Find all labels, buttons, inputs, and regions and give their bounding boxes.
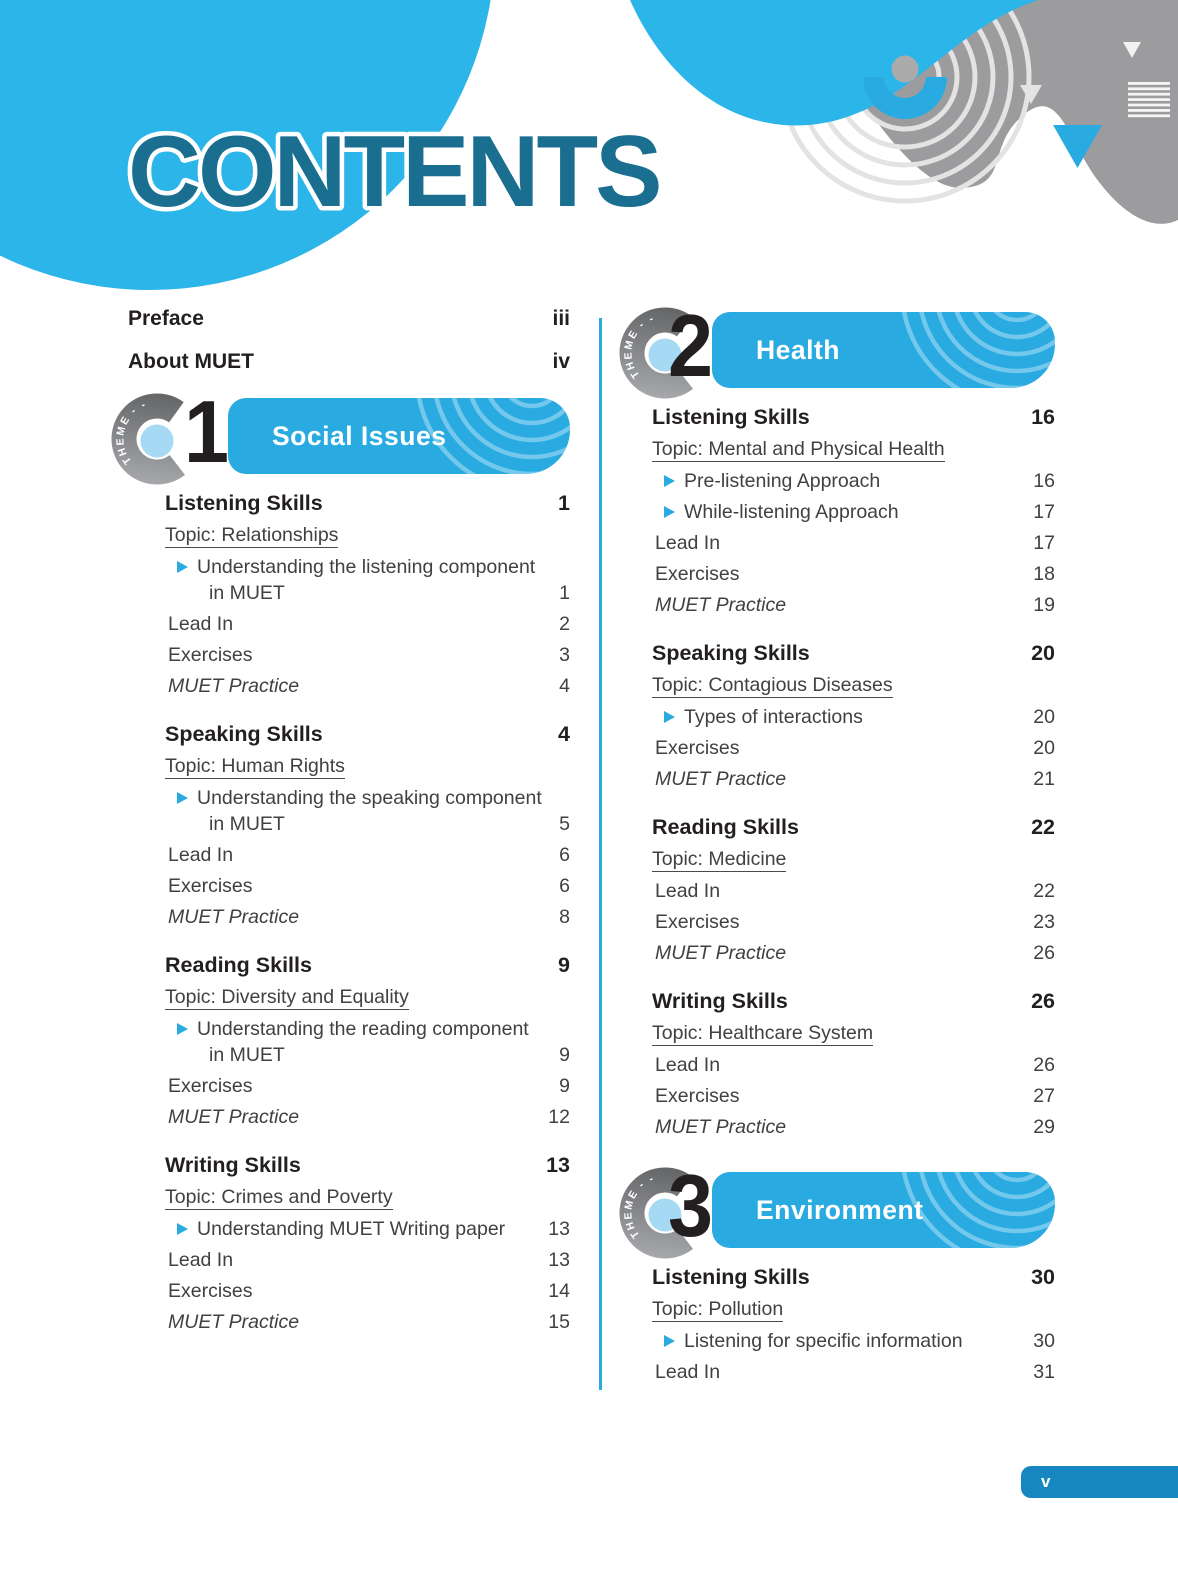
item-label: MUET Practice [168, 906, 300, 928]
toc-section [652, 986, 1055, 1140]
section-heading: Writing Skills [165, 1153, 301, 1177]
bullet-triangle-icon [177, 792, 188, 804]
toc-item [165, 1073, 570, 1099]
item-page-number: 20 [1033, 706, 1055, 728]
toc-item [652, 735, 1055, 761]
toc-section [165, 950, 570, 1130]
item-page-number: 4 [559, 675, 570, 697]
section-items [165, 554, 570, 699]
item-text [652, 940, 1025, 966]
item-label: MUET Practice [655, 942, 787, 964]
item-text [652, 1359, 1025, 1385]
toc-item [165, 1104, 570, 1130]
item-page-number: 9 [559, 1044, 570, 1066]
header-decoration [618, 0, 1178, 260]
item-text [652, 1114, 1025, 1140]
item-label: MUET Practice [168, 675, 300, 697]
item-page-number: 6 [559, 844, 570, 866]
toc-item [165, 1016, 570, 1068]
item-label: Exercises [655, 737, 740, 759]
item-text [652, 878, 1025, 904]
toc-item [652, 1114, 1055, 1140]
item-label: Lead In [168, 1249, 234, 1271]
toc-section [165, 719, 570, 930]
item-label: Exercises [655, 911, 740, 933]
item-text [165, 554, 551, 606]
banner-arcs-icon [892, 1172, 1055, 1248]
toc-item [165, 1278, 570, 1304]
topic-row [652, 845, 1055, 874]
item-text [652, 592, 1025, 618]
item-text [165, 785, 551, 837]
topic-row [165, 1183, 570, 1212]
topic-row [165, 752, 570, 781]
item-text [165, 642, 551, 668]
bullet-triangle-icon [664, 475, 675, 487]
item-text [165, 873, 551, 899]
footer-page-badge [1021, 1466, 1178, 1498]
item-text [652, 909, 1025, 935]
item-label: Lead In [655, 880, 721, 902]
item-text [165, 1247, 540, 1273]
section-heading-row [652, 1262, 1055, 1292]
toc-item [165, 642, 570, 668]
item-page-number: 2 [559, 613, 570, 635]
bullet-triangle-icon [177, 1023, 188, 1035]
item-label-line2: in MUET [209, 1044, 285, 1066]
theme-header [114, 382, 570, 482]
toc-item [652, 909, 1055, 935]
theme-banner [712, 312, 1055, 388]
toc-item [652, 1359, 1055, 1385]
item-page-number: 12 [548, 1106, 570, 1128]
item-text [652, 530, 1025, 556]
item-text [652, 766, 1025, 792]
theme-number: 1 [184, 382, 227, 481]
toc-section [652, 1262, 1055, 1385]
item-label-line2: in MUET [209, 582, 285, 604]
toc-item [165, 554, 570, 606]
section-items [652, 878, 1055, 966]
section-items [652, 1328, 1055, 1385]
section-page-number: 30 [1031, 1265, 1055, 1289]
section-heading: Speaking Skills [652, 641, 810, 665]
item-label: Lead In [168, 613, 234, 635]
topic-label: Topic: Diversity and Equality [165, 986, 409, 1008]
item-page-number: 20 [1033, 737, 1055, 759]
item-text [165, 904, 551, 930]
item-page-number: 15 [548, 1311, 570, 1333]
item-label: Exercises [655, 1085, 740, 1107]
item-text [165, 1073, 551, 1099]
item-label: Understanding the speaking component [197, 787, 542, 809]
section-page-number: 4 [558, 722, 570, 746]
section-heading: Listening Skills [165, 491, 323, 515]
topic-row [652, 671, 1055, 700]
theme-title: Social Issues [272, 421, 447, 451]
toc-item [652, 561, 1055, 587]
bullet-triangle-icon [177, 1223, 188, 1235]
entry-label: Preface [128, 307, 204, 330]
item-page-number: 27 [1033, 1085, 1055, 1107]
topic-label: Topic: Medicine [652, 848, 787, 870]
section-heading: Reading Skills [652, 815, 799, 839]
section-heading-row [165, 1150, 570, 1180]
item-page-number: 30 [1033, 1330, 1055, 1352]
item-label: MUET Practice [168, 1311, 300, 1333]
toc-entry-preface [128, 306, 570, 332]
section-items [165, 785, 570, 930]
item-label: MUET Practice [655, 768, 787, 790]
item-page-number: 5 [559, 813, 570, 835]
item-page-number: 6 [559, 875, 570, 897]
item-page-number: 3 [559, 644, 570, 666]
item-label: Exercises [168, 1075, 253, 1097]
toc-item [165, 1309, 570, 1335]
item-text [165, 1278, 540, 1304]
item-text [652, 561, 1025, 587]
section-page-number: 16 [1031, 405, 1055, 429]
theme-sections [128, 488, 570, 1335]
section-heading-row [652, 638, 1055, 668]
item-label: Understanding the reading component [197, 1018, 529, 1040]
topic-row [652, 1295, 1055, 1324]
section-heading: Listening Skills [652, 405, 810, 429]
item-page-number: 26 [1033, 942, 1055, 964]
theme-banner [228, 398, 570, 474]
item-label: Lead In [655, 1361, 721, 1383]
section-heading-row [652, 812, 1055, 842]
toc-item [652, 530, 1055, 556]
toc-section [652, 638, 1055, 792]
theme-number: 2 [668, 296, 711, 395]
item-text [165, 611, 551, 637]
toc-item [652, 1328, 1055, 1354]
toc-item [652, 766, 1055, 792]
item-page-number: 29 [1033, 1116, 1055, 1138]
toc-item [165, 673, 570, 699]
item-label: Exercises [168, 875, 253, 897]
item-text [652, 704, 1025, 730]
topic-label: Topic: Contagious Diseases [652, 674, 893, 696]
item-text [165, 673, 551, 699]
toc-item [165, 904, 570, 930]
item-page-number: 9 [559, 1075, 570, 1097]
theme-block [612, 1156, 1055, 1385]
theme-block [612, 296, 1055, 1140]
bullet-triangle-icon [177, 561, 188, 573]
toc-item [652, 468, 1055, 494]
item-page-number: 21 [1033, 768, 1055, 790]
item-page-number: 17 [1033, 532, 1055, 554]
toc-section [165, 1150, 570, 1335]
item-label: Lead In [655, 532, 721, 554]
section-heading: Speaking Skills [165, 722, 323, 746]
toc-item [165, 1216, 570, 1242]
section-heading-row [652, 402, 1055, 432]
item-label: Lead In [655, 1054, 721, 1076]
section-heading-row [165, 488, 570, 518]
topic-label: Topic: Relationships [165, 524, 339, 546]
banner-arcs-icon [892, 312, 1055, 388]
toc-item [652, 704, 1055, 730]
item-page-number: 23 [1033, 911, 1055, 933]
section-heading: Listening Skills [652, 1265, 810, 1289]
theme-title: Environment [756, 1195, 924, 1225]
section-heading: Reading Skills [165, 953, 312, 977]
item-label: Exercises [655, 563, 740, 585]
section-heading-row [165, 719, 570, 749]
section-heading-row [652, 986, 1055, 1016]
section-page-number: 22 [1031, 815, 1055, 839]
toc-item [652, 940, 1055, 966]
column-divider [599, 318, 602, 1390]
item-page-number: 16 [1033, 470, 1055, 492]
section-page-number: 20 [1031, 641, 1055, 665]
item-label-line2: in MUET [209, 813, 285, 835]
item-text [652, 1328, 1025, 1354]
theme-header [612, 1156, 1055, 1256]
section-items [165, 1016, 570, 1130]
toc-item [652, 1083, 1055, 1109]
item-text [165, 842, 551, 868]
topic-row [165, 983, 570, 1012]
item-text [652, 1083, 1025, 1109]
topic-row [165, 521, 570, 550]
banner-arcs-icon [407, 398, 570, 474]
section-heading: Writing Skills [652, 989, 788, 1013]
item-page-number: 19 [1033, 594, 1055, 616]
svg-text:THEME - -: THEME - - [622, 1172, 657, 1241]
toc-section [652, 812, 1055, 966]
item-text [165, 1309, 540, 1335]
topic-label: Topic: Human Rights [165, 755, 345, 777]
item-text [652, 735, 1025, 761]
section-items [165, 1216, 570, 1335]
item-label: Lead In [168, 844, 234, 866]
item-text [165, 1216, 540, 1242]
front-matter [128, 306, 570, 375]
toc-section [165, 488, 570, 699]
svg-text:THEME - -: THEME - - [114, 398, 149, 467]
toc-item [165, 842, 570, 868]
toc-item [652, 1052, 1055, 1078]
theme-block [114, 382, 570, 1335]
toc-item [652, 499, 1055, 525]
toc-item [652, 878, 1055, 904]
toc-column-left [114, 306, 570, 1340]
page-number: iv [552, 350, 570, 373]
item-text [652, 499, 1025, 525]
toc-section [652, 402, 1055, 618]
topic-label: Topic: Crimes and Poverty [165, 1186, 393, 1208]
item-label: Types of interactions [684, 706, 863, 728]
toc-item [165, 1247, 570, 1273]
item-label: Pre-listening Approach [684, 470, 881, 492]
item-text [652, 468, 1025, 494]
item-label: Listening for specific information [684, 1330, 963, 1352]
page-title [122, 96, 662, 236]
item-page-number: 22 [1033, 880, 1055, 902]
topic-row [652, 435, 1055, 464]
svg-text:CONTENTS: CONTENTS [128, 116, 660, 228]
toc-item [165, 611, 570, 637]
item-page-number: 13 [548, 1218, 570, 1240]
item-label: Understanding MUET Writing paper [197, 1218, 506, 1240]
toc-item [165, 785, 570, 837]
topic-label: Topic: Healthcare System [652, 1022, 874, 1044]
item-text [165, 1016, 551, 1068]
topic-label: Topic: Mental and Physical Health [652, 438, 945, 460]
bullet-triangle-icon [664, 711, 675, 723]
section-items [652, 1052, 1055, 1140]
item-text [165, 1104, 540, 1130]
section-items [652, 704, 1055, 792]
page-number: v [1041, 1472, 1051, 1491]
item-label: Exercises [168, 1280, 253, 1302]
bullet-triangle-icon [664, 1335, 675, 1347]
theme-header [612, 296, 1055, 396]
entry-label: About MUET [128, 350, 254, 373]
theme-sections [612, 402, 1055, 1140]
section-page-number: 13 [546, 1153, 570, 1177]
section-items [652, 468, 1055, 618]
item-label: While-listening Approach [684, 501, 899, 523]
item-page-number: 1 [559, 582, 570, 604]
theme-title: Health [756, 335, 840, 365]
theme-banner [712, 1172, 1055, 1248]
item-page-number: 17 [1033, 501, 1055, 523]
item-text [652, 1052, 1025, 1078]
item-page-number: 18 [1033, 563, 1055, 585]
toc-item [165, 873, 570, 899]
item-page-number: 26 [1033, 1054, 1055, 1076]
section-page-number: 9 [558, 953, 570, 977]
topic-label: Topic: Pollution [652, 1298, 784, 1320]
item-page-number: 14 [548, 1280, 570, 1302]
item-label: Understanding the listening component [197, 556, 536, 578]
theme-sections [612, 1262, 1055, 1385]
section-heading-row [165, 950, 570, 980]
item-label: MUET Practice [655, 594, 787, 616]
section-page-number: 1 [558, 491, 570, 515]
topic-row [652, 1019, 1055, 1048]
page-number: iii [552, 307, 570, 330]
toc-column-right [612, 296, 1055, 1390]
item-page-number: 31 [1033, 1361, 1055, 1383]
svg-text:THEME - -: THEME - - [622, 312, 657, 381]
badge-dot-icon [141, 425, 174, 458]
theme-number: 3 [668, 1156, 711, 1255]
item-page-number: 13 [548, 1249, 570, 1271]
toc-entry-about-muet [128, 349, 570, 375]
item-label: MUET Practice [655, 1116, 787, 1138]
toc-item [652, 592, 1055, 618]
center-dot-icon [892, 56, 919, 83]
item-label: MUET Practice [168, 1106, 300, 1128]
item-page-number: 8 [559, 906, 570, 928]
bullet-triangle-icon [664, 506, 675, 518]
item-label: Exercises [168, 644, 253, 666]
section-page-number: 26 [1031, 989, 1055, 1013]
